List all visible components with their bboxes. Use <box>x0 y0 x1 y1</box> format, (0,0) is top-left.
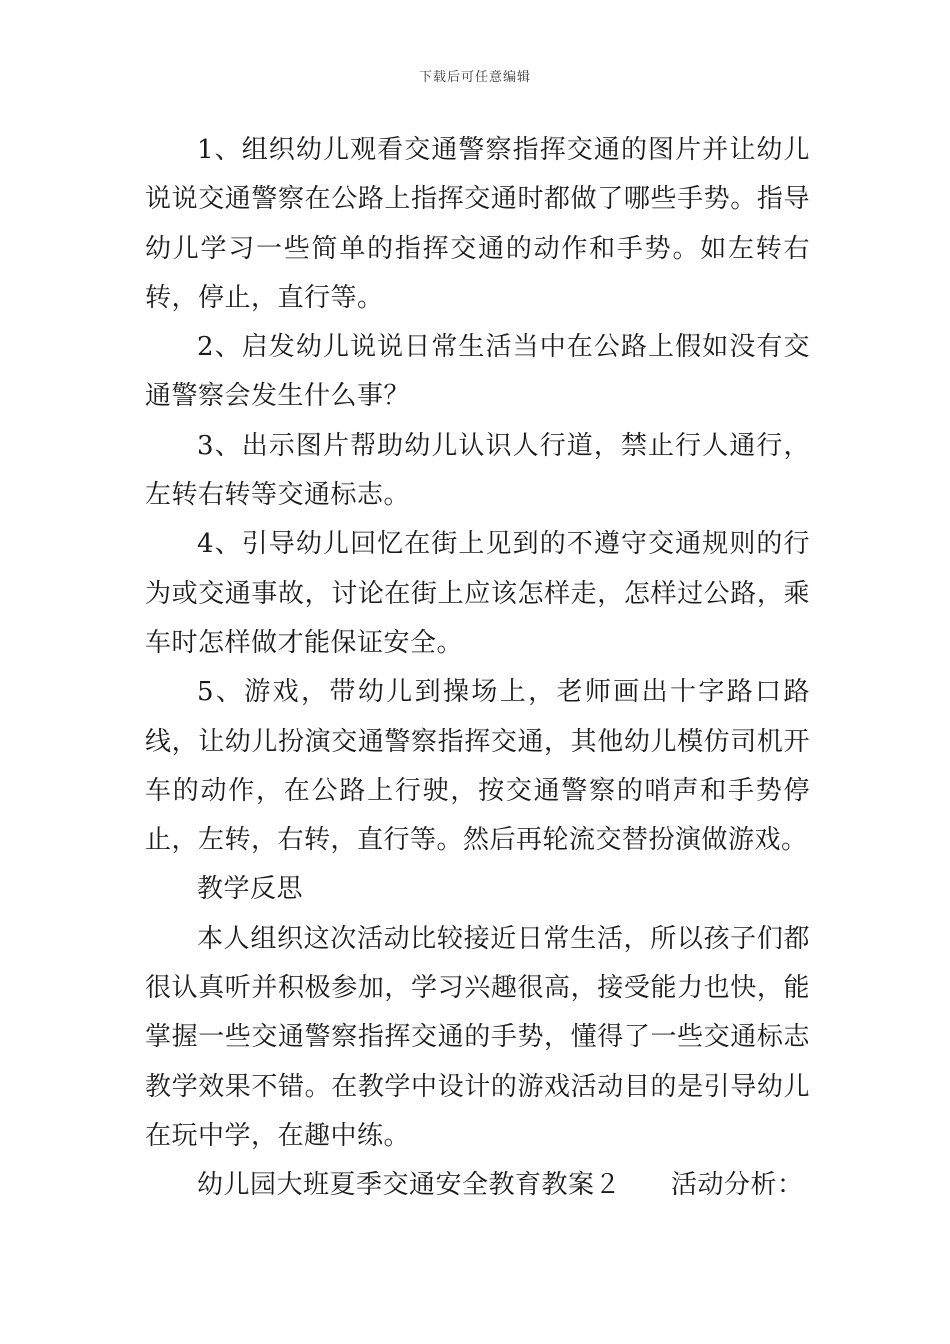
step-2-paragraph: 2、启发幼儿说说日常生活当中在公路上假如没有交通警察会发生什么事？ <box>145 332 810 412</box>
step-1-paragraph: 1、组织幼儿观看交通警察指挥交通的图片并让幼儿说说交通警察在公路上指挥交通时都做了哪些手势。指导幼儿学习一些简单的指挥交通的动作和手势。如左转右转，停止，直行等。 <box>145 135 810 313</box>
page-header-note: 下载后可任意编辑 <box>418 70 531 85</box>
document-body <box>145 126 810 1211</box>
step-5-paragraph: 5、游戏，带幼儿到操场上，老师画出十字路口路线，让幼儿扮演交通警察指挥交通，其他幼儿模仿司机开车的动作，在公路上行驶，按交通警察的哨声和手势停止，左转，右转，直行等。然后再轮流交替扮演做游戏。 <box>145 677 810 856</box>
reflection-heading: 教学反思 <box>197 874 304 905</box>
next-lesson-line <box>145 1161 810 1210</box>
step-3-paragraph: 3、出示图片帮助幼儿认识人行道，禁止行人通行，左转右转等交通标志。 <box>145 430 810 511</box>
step-4-paragraph: 4、引导幼儿回忆在街上见到的不遵守交通规则的行为或交通事故，讨论在街上应该怎样走，怎样过公路，乘车时怎样做才能保证安全。 <box>145 529 810 658</box>
reflection-paragraph: 本人组织这次活动比较接近日常生活，所以孩子们都很认真听并积极参加，学习兴趣很高，接受能力也快，能掌握一些交通警察指挥交通的手势，懂得了一些交通标志教学效果不错。在教学中设计的游戏活动目的是引导幼儿在玩中学，在趣中练。 <box>145 923 810 1151</box>
next-lesson-title: 幼儿园大班夏季交通安全教育教案２ <box>197 1170 622 1201</box>
activity-analysis-label: 活动分析： <box>671 1170 804 1201</box>
